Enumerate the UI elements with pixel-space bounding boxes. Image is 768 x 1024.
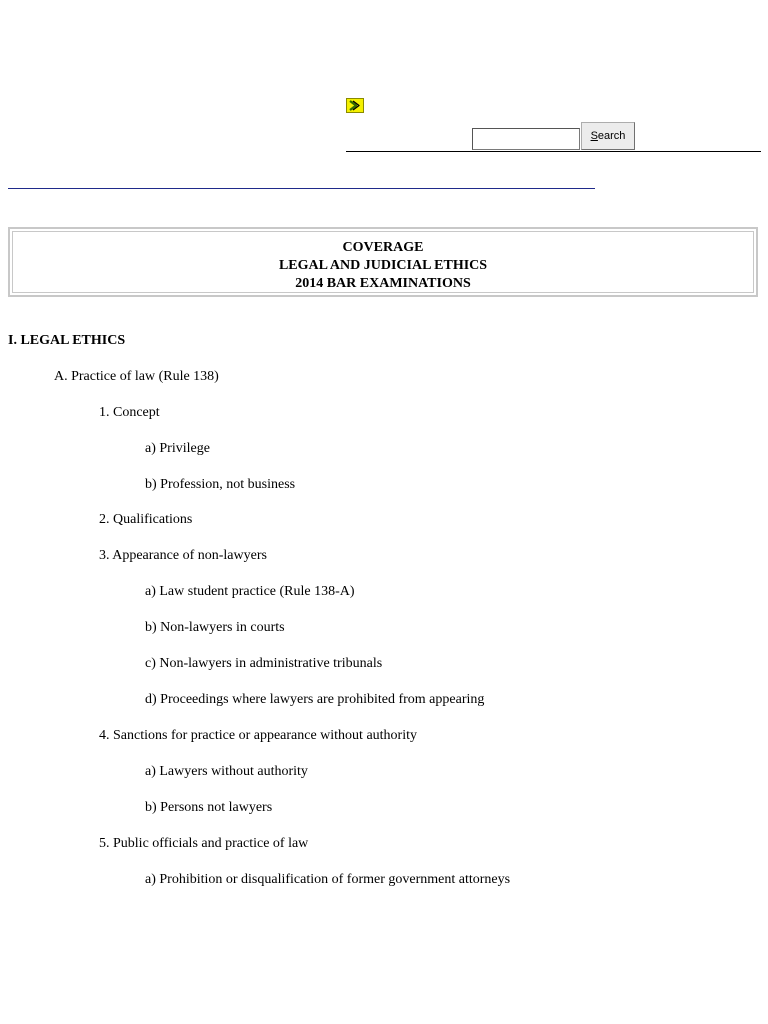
outline-item: c) Non-lawyers in administrative tribunals (145, 656, 383, 671)
coverage-heading: COVERAGE (342, 240, 424, 255)
outline-item: 1. Concept (99, 405, 160, 420)
outline-item: b) Profession, not business (145, 477, 296, 492)
outline-item: b) Persons not lawyers (145, 800, 273, 815)
coverage-exam: 2014 BAR EXAMINATIONS (295, 276, 471, 291)
search-input[interactable] (472, 128, 580, 150)
arrow-icon[interactable] (346, 98, 364, 113)
outline-item: a) Prohibition or disqualification of former government attorneys (145, 872, 511, 887)
search-button-access-key: S (590, 130, 598, 142)
header-divider (346, 151, 761, 152)
coverage-subject: LEGAL AND JUDICIAL ETHICS (278, 258, 488, 273)
coverage-title-box (8, 227, 758, 297)
outline-item: 4. Sanctions for practice or appearance without authority (99, 728, 417, 743)
outline-item: a) Lawyers without authority (145, 764, 308, 779)
search-button[interactable] (581, 122, 635, 150)
outline-item: 3. Appearance of non-lawyers (99, 548, 267, 563)
outline-item: 2. Qualifications (99, 512, 193, 527)
coverage-title (12, 231, 754, 293)
outline-item: a) Privilege (145, 441, 210, 456)
outline-item: d) Proceedings where lawyers are prohibited from appearing (145, 692, 485, 707)
outline-item: a) Law student practice (Rule 138-A) (145, 584, 355, 599)
section-heading: I. LEGAL ETHICS (8, 333, 126, 348)
outline-item: 5. Public officials and practice of law (99, 836, 309, 851)
search-button-label: earch (597, 130, 626, 142)
blue-divider (8, 188, 595, 189)
outline-item: A. Practice of law (Rule 138) (54, 369, 219, 384)
outline-item: b) Non-lawyers in courts (145, 620, 285, 635)
